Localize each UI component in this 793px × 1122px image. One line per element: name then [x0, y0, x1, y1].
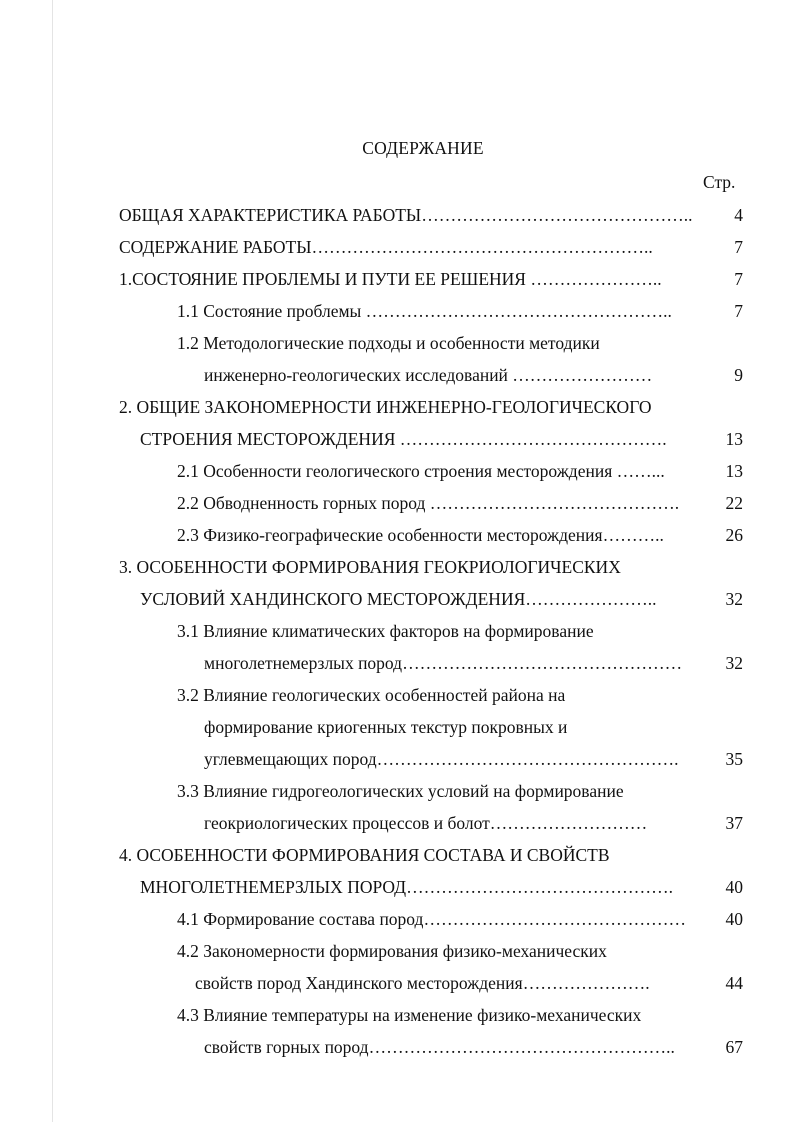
toc-entry-text: 2.1 Особенности геологического строения месторождения ……... [177, 461, 665, 481]
toc-entry-text-continued: свойств пород Хандинского месторождения…………………. [195, 973, 650, 993]
toc-entry-text-continued: углевмещающих пород……………………………………………. [204, 749, 679, 769]
toc-entry-page: 35 [725, 749, 743, 769]
toc-entry-text: 3.3 Влияние гидрогеологических условий на формирование [177, 781, 624, 801]
toc-entry-page: 26 [725, 525, 743, 545]
toc-entry-text: 4.1 Формирование состава пород……………………………………… [177, 909, 686, 929]
toc-entry-text-continued: УСЛОВИЙ ХАНДИНСКОГО МЕСТОРОЖДЕНИЯ………………….. [140, 589, 657, 609]
scan-edge-line [52, 0, 53, 1122]
toc-entry-text: 1.2 Методологические подходы и особенности методики [177, 333, 600, 353]
toc-entry-text: 2.3 Физико-географические особенности месторождения……….. [177, 525, 664, 545]
toc-entry-text-continued: формирование криогенных текстур покровных и [204, 717, 568, 737]
toc-entry-text: 1.СОСТОЯНИЕ ПРОБЛЕМЫ И ПУТИ ЕЕ РЕШЕНИЯ ………………….. [119, 269, 662, 289]
toc-entry-text: СОДЕРЖАНИЕ РАБОТЫ………………………………………………….. [119, 237, 653, 257]
toc-entry-page: 40 [725, 909, 743, 929]
toc-entry-page: 13 [725, 461, 743, 481]
toc-entry-page: 32 [725, 589, 743, 609]
toc-entry-text-continued: МНОГОЛЕТНЕМЕРЗЛЫХ ПОРОД………………………………………. [140, 877, 673, 897]
toc-entry-text: 4.2 Закономерности формирования физико-механических [177, 941, 607, 961]
toc-entry-page: 9 [734, 365, 743, 385]
toc-entry-page: 4 [734, 205, 743, 225]
page-title: СОДЕРЖАНИЕ [362, 138, 484, 158]
toc-entry-text: 2.2 Обводненность горных пород ……………………………………. [177, 493, 680, 513]
toc-entry-text: 3.1 Влияние климатических факторов на формирование [177, 621, 594, 641]
toc-entry-page: 13 [725, 429, 743, 449]
toc-entry-text-continued: многолетнемерзлых пород………………………………………… [204, 653, 683, 673]
toc-entry-text: 3. ОСОБЕННОСТИ ФОРМИРОВАНИЯ ГЕОКРИОЛОГИЧЕСКИХ [119, 557, 621, 577]
toc-entry-text: 4.3 Влияние температуры на изменение физико-механических [177, 1005, 642, 1025]
toc-entry-page: 67 [725, 1037, 743, 1057]
toc-entry-text-continued: инженерно-геологических исследований …………………… [204, 365, 653, 385]
toc-entry-text: 2. ОБЩИЕ ЗАКОНОМЕРНОСТИ ИНЖЕНЕРНО-ГЕОЛОГИЧЕСКОГО [119, 397, 652, 417]
toc-entry-page: 44 [725, 973, 743, 993]
toc-entry-text: 4. ОСОБЕННОСТИ ФОРМИРОВАНИЯ СОСТАВА И СВОЙСТВ [119, 845, 610, 865]
toc-entry-page: 22 [725, 493, 743, 513]
toc-entry-page: 37 [725, 813, 743, 833]
toc-entry-page: 32 [725, 653, 743, 673]
toc-entry-text-continued: свойств горных пород…………………………………………….. [204, 1037, 675, 1057]
toc-entry-page: 40 [725, 877, 743, 897]
toc-entry-text-continued: геокриологических процессов и болот……………………… [204, 813, 648, 833]
page-number-column-label: Стр. [703, 172, 736, 192]
toc-entry-text: 1.1 Состояние проблемы …………………………………………….. [177, 301, 672, 321]
toc-entry-text: ОБЩАЯ ХАРАКТЕРИСТИКА РАБОТЫ……………………………………….. [119, 205, 693, 225]
toc-entry-text-continued: СТРОЕНИЯ МЕСТОРОЖДЕНИЯ ………………………………………. [140, 429, 667, 449]
toc-entry-text: 3.2 Влияние геологических особенностей района на [177, 685, 566, 705]
toc-entry-page: 7 [734, 269, 743, 289]
toc-entry-page: 7 [734, 301, 743, 321]
toc-entry-page: 7 [734, 237, 743, 257]
